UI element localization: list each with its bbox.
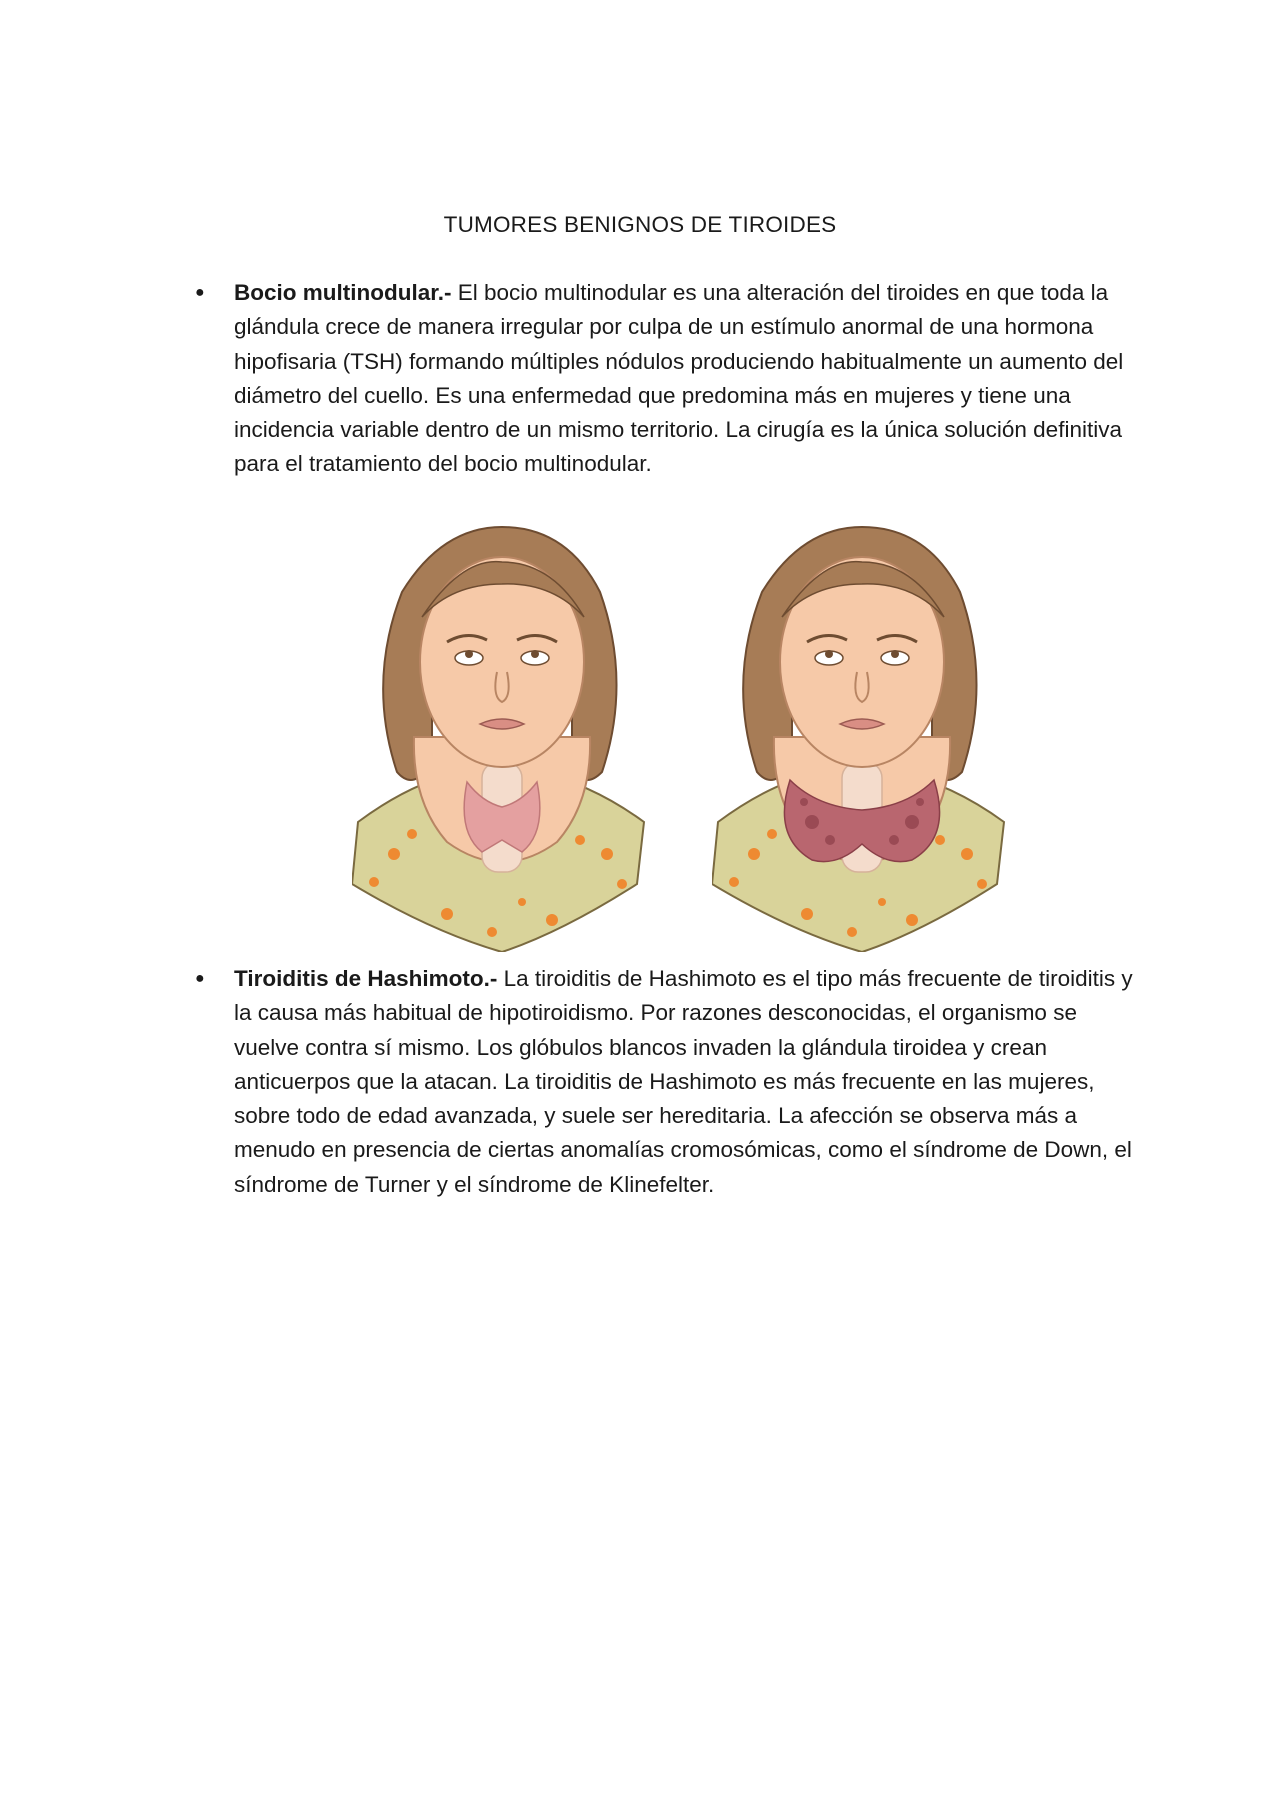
illustration-thyroid-enlarged	[712, 522, 1007, 952]
item-text: El bocio multinodular es una alteración del tiroides en que toda la glándula crece de manera irregular por culpa de un estímulo anormal de una hormona hipofisaria (TSH) formando múltiples nódulos produciendo habitualmente un aumento del diámetro del cuello. Es una enfermedad que predomina más en mujeres y tiene una incidencia variable dentro de un mismo territorio. La cirugía es la única solución definitiva para el tratamiento del bocio multinodular.	[234, 280, 1124, 477]
item-heading: Bocio multinodular.-	[234, 280, 452, 305]
bullet-icon: ●	[195, 284, 205, 301]
item-heading: Tiroiditis de Hashimoto.-	[234, 966, 498, 991]
item-text: La tiroiditis de Hashimoto es el tipo más frecuente de tiroiditis y la causa más habitual de hipotiroidismo. Por razones desconocidas, el organismo se vuelve contra sí mismo. Los glóbulos blancos invaden la glándula tiroidea y crean anticuerpos que la atacan. La tiroiditis de Hashimoto es más frecuente en las mujeres, sobre todo de edad avanzada, y suele ser hereditaria. La afección se observa más a menudo en presencia de ciertas anomalías cromosómicas, como el síndrome de Down, el síndrome de Turner y el síndrome de Klinefelter.	[234, 966, 1133, 1197]
page-title: TUMORES BENIGNOS DE TIROIDES	[443, 212, 837, 237]
bullet-icon: ●	[195, 970, 205, 987]
illustration-thyroid-normal	[352, 522, 647, 952]
list-item-bocio-multinodular	[195, 276, 1134, 482]
list-item-tiroiditis-hashimoto	[195, 962, 1134, 1202]
